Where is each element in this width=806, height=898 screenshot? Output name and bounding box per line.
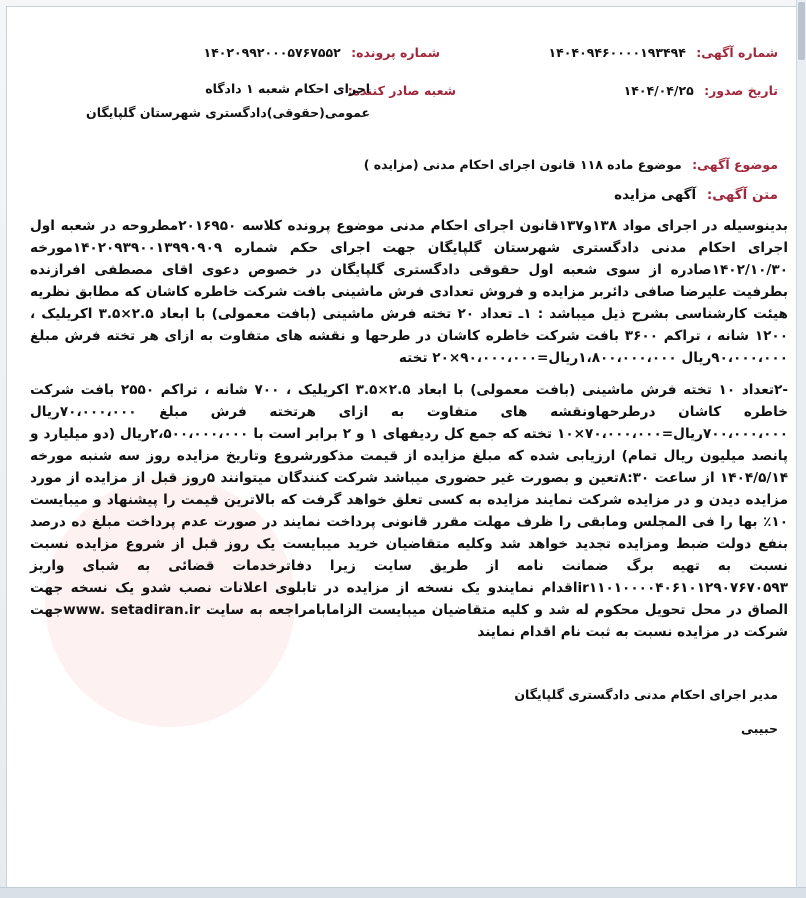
subject-label: موضوع آگهی: [692,157,778,172]
notice-document [6,6,797,888]
vertical-scrollbar[interactable] [796,0,806,898]
subject-row [364,157,778,172]
case-number-value: ۱۴۰۲۰۹۹۲۰۰۰۵۷۶۷۵۵۲ [203,45,341,60]
text-label: متن آگهی: [706,187,778,203]
subject-value: موضوع ماده ۱۱۸ قانون اجرای احکام مدنی (مزایده ) [363,157,682,172]
scrollbar-thumb[interactable] [798,2,805,60]
notice-number-row [549,45,778,60]
signature-name: حبیبی [741,721,778,736]
signature-title: مدیر اجرای احکام مدنی دادگستری گلپایگان [514,687,778,702]
issue-date-value: ۱۴۰۴/۰۴/۲۵ [623,83,694,98]
issue-date-label: تاریخ صدور: [704,83,778,98]
case-number-label: شماره پرونده: [351,45,440,60]
notice-number-label: شماره آگهی: [696,45,778,60]
body-paragraph-2: -۲تعداد ۱۰ تخته فرش ماشینی (بافت معمولی) با ابعاد ۲.۵×۳.۵ اکریلیک ، ۷۰۰ شانه ، تراکم ۲۵۵۰ بافت شرکت خاطره کاشان درطرحهاونقشه های متفاوت به ازای هرتخته فرش مبلغ ۷۰،۰۰۰،۰۰۰ریال ۷۰۰،۰۰۰،۰۰۰ریال=۷۰،۰۰۰،۰۰۰×۱۰ تخته که جمع کل ردیفهای ۱ و ۲ برابر است با ۲،۵۰۰،۰۰۰،۰۰۰ریال (دو میلیارد و پانصد میلیون ریال تمام) ارزیابی شده که مبلغ مزایده از قیمت مذکورشروع وتاریخ مزایده روز سه شنبه مورخه ۱۴۰۴/۵/۱۴ از ساعت ۸:۳۰تعین و بصورت غیر حضوری میباشد شرکت کنندگان میتوانند ۵روز قبل از مزایده از مورد مزایده دیدن و در مزایده شرکت نمایند مزایده به کسی تعلق خواهد گرفت که بالاترین قیمت را پیشنهاد و میبایست ۱۰٪ بها را فی المجلس ومابقی را ظرف مهلت مقرر قانونی پرداخت نمایند در صورت عدم پرداخت مبلغ ده درصد بنفع دولت ضبط ومزایده تجدید خواهد شد وکلیه متقاضیان خرید میبایست یک روز قبل از شروع مزایده نسبت نسبت به تهیه برگ ضمانت نامه از طریق سایت زیرا دفاترخدمات قضائی به شبای واریز ir۱۱۰۱۰۰۰۰۴۰۶۱۰۱۲۹۰۷۶۷۰۵۹۳اقدام نمایندو یک نسخه از مزایده در تابلوی اعلانات نصب شدو یک نسخه جهت الصاق در محل تحویل محکوم له شد و کلیه متقاضیان میبایست الزامابامراجعه به سایت www. setadiran.irجهت شرکت در مزایده نسبت به ثبت نام اقدام نمایند [30,382,789,640]
issuer-label: شعبه صادر کننده: [347,83,456,98]
notice-title: آگهی مزایده [614,187,697,203]
notice-body [30,215,788,643]
case-number-row [203,45,440,60]
body-paragraph-1: بدینوسیله در اجرای مواد ۱۳۸و۱۳۷قانون اجرای احکام مدنی موضوع پرونده کلاسه ۲۰۱۶۹۵۰مطروحه در شعبه اول اجرای احکام مدنی دادگستری شهرستان گلپایگان جهت اجرای حکم شماره ۱۴۰۲۰۹۳۹۰۰۱۳۹۹۰۹۰۹مورخه ۱۴۰۲/۱۰/۳۰صادره از سوی شعبه اول حقوقی دادگستری گلپایگان در خصوص دعوی اقای مصطفی افرازنده بطرفیت علیرضا صافی دائربر مزایده و فروش تعدادی فرش ماشینی بافت شرکت خاطره کاشان که مطابق نظریه هیئت کارشناسی بشرح ذیل میباشد : ۱ـ تعداد ۲۰ تخته فرش ماشینی (بافت معمولی) با ابعاد ۲.۵×۳.۵ اکریلیک ، ۱۲۰۰ شانه ، تراکم ۳۶۰۰ بافت شرکت خاطره کاشان در طرحها و نقشه های متفاوت به ازای هر تخته فرش مبلغ ۹۰،۰۰۰،۰۰۰ریال ۱،۸۰۰،۰۰۰،۰۰۰ریال=۹۰،۰۰۰،۰۰۰×۲۰ تخته [30,218,789,366]
notice-number-value: ۱۴۰۴۰۹۴۶۰۰۰۰۱۹۳۴۹۴ [548,45,686,60]
issue-date-row [624,83,778,98]
window-bottom-edge [0,887,806,898]
text-row [614,187,778,203]
issuer-value: اجرای احکام شعبه ۱ دادگاه عمومی(حقوقی)دادگستری شهرستان گلپایگان [86,81,370,120]
